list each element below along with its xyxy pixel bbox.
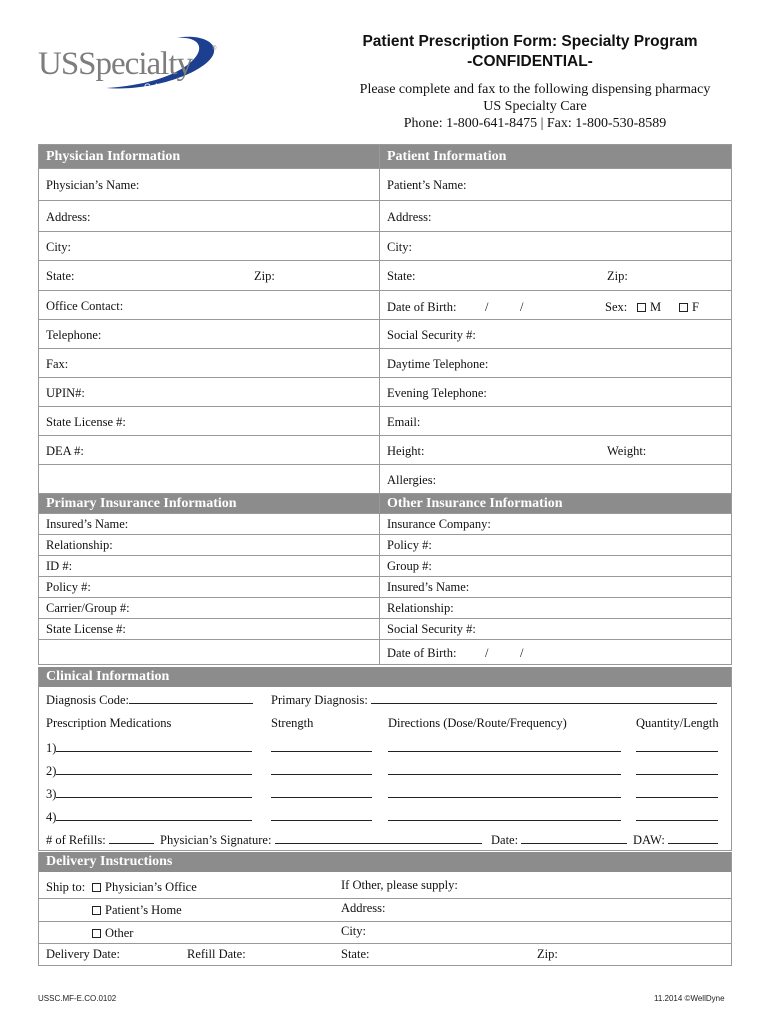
section-header-row [38, 494, 732, 514]
fill-line [56, 809, 252, 821]
if-other-label: If Other, please supply: [341, 878, 458, 892]
form-row [38, 577, 732, 598]
primary-insurance-heading: Primary Insurance Information [46, 496, 237, 511]
logo-main-text: USSpecialty [38, 46, 192, 82]
patient-name-field[interactable]: Patient’s Name: [387, 178, 467, 192]
fill-line [668, 832, 718, 844]
fill-line [388, 786, 621, 798]
form-row [38, 556, 732, 577]
form-row [38, 619, 732, 640]
physician-info-heading: Physician Information [46, 149, 181, 164]
dea-field[interactable]: DEA #: [46, 444, 84, 458]
strength-field[interactable] [271, 763, 372, 779]
height-field[interactable]: Height: [387, 444, 425, 458]
sex-m-label: M [650, 300, 662, 314]
diagnosis-code-field[interactable] [46, 692, 253, 708]
quantity-field[interactable] [636, 786, 718, 802]
form-row [38, 378, 732, 407]
checkbox-icon [92, 906, 101, 915]
fill-line [271, 740, 372, 752]
dob-separator: / [520, 300, 524, 314]
ship-physician-office-option[interactable] [92, 880, 197, 895]
ship-other-option[interactable] [92, 926, 133, 941]
other-relationship-field[interactable]: Relationship: [387, 601, 454, 615]
other-insured-name-field[interactable]: Insured’s Name: [387, 580, 470, 594]
medication-field[interactable] [46, 786, 252, 802]
medication-field[interactable] [46, 763, 252, 779]
logo-sub-text: CARE [144, 82, 182, 92]
clinical-section [38, 687, 732, 851]
option-label: Physician’s Office [105, 880, 197, 894]
directions-field[interactable] [388, 809, 621, 825]
dob-separator: / [520, 646, 524, 660]
medication-field[interactable] [46, 809, 252, 825]
us-specialty-care-logo [36, 30, 226, 102]
fill-line [636, 740, 718, 752]
logo-registered-mark: ® [212, 46, 217, 52]
primary-policy-field[interactable]: Policy #: [46, 580, 91, 594]
sex-f-option[interactable] [679, 300, 699, 315]
delivery-address-field[interactable]: Address: [341, 901, 386, 915]
strength-field[interactable] [271, 740, 372, 756]
signature-date-field[interactable] [491, 832, 627, 848]
evening-telephone-field[interactable]: Evening Telephone: [387, 386, 487, 400]
dob-separator: / [485, 300, 489, 314]
directions-field[interactable] [388, 763, 621, 779]
strength-field[interactable] [271, 786, 372, 802]
divider [39, 898, 731, 899]
signature-label: Physician’s Signature: [160, 833, 272, 847]
refills-label: # of Refills: [46, 833, 106, 847]
form-title: Patient Prescription Form: Specialty Program [362, 33, 698, 50]
form-date-copyright: 11.2014 ©WellDyne [654, 994, 725, 1003]
delivery-zip-field[interactable]: Zip: [537, 947, 558, 961]
primary-diagnosis-field[interactable] [271, 692, 717, 708]
fill-line [56, 740, 252, 752]
col-quantity-length: Quantity/Length [636, 716, 719, 730]
physician-state-field[interactable]: State: [46, 269, 75, 283]
physician-city-field[interactable]: City: [46, 240, 72, 254]
divider [39, 921, 731, 922]
col-prescription-medications: Prescription Medications [46, 716, 172, 730]
physician-telephone-field[interactable]: Telephone: [46, 328, 102, 342]
fill-line [636, 809, 718, 821]
delivery-date-field[interactable]: Delivery Date: [46, 947, 120, 961]
row-number: 1) [46, 741, 57, 755]
quantity-field[interactable] [636, 740, 718, 756]
medication-field[interactable] [46, 740, 252, 756]
option-label: Patient’s Home [105, 903, 182, 917]
delivery-instructions-heading: Delivery Instructions [46, 854, 173, 869]
fill-line [636, 786, 718, 798]
quantity-field[interactable] [636, 763, 718, 779]
fill-line [271, 809, 372, 821]
weight-field[interactable]: Weight: [607, 444, 647, 458]
physician-fax-field[interactable]: Fax: [46, 357, 69, 371]
form-row [38, 535, 732, 556]
form-row [38, 232, 732, 261]
fill-line [271, 786, 372, 798]
fill-line [56, 786, 252, 798]
patient-dob-field[interactable]: Date of Birth: [387, 300, 457, 314]
fill-line [56, 763, 252, 775]
checkbox-icon [637, 303, 646, 312]
fill-line [521, 832, 627, 844]
date-label: Date: [491, 833, 519, 847]
row-number: 2) [46, 764, 57, 778]
form-row [38, 349, 732, 378]
col-directions: Directions (Dose/Route/Frequency) [388, 716, 567, 730]
other-policy-field[interactable]: Policy #: [387, 538, 432, 552]
strength-field[interactable] [271, 809, 372, 825]
form-code: USSC.MF-E.CO.0102 [38, 994, 117, 1003]
form-row [38, 640, 732, 665]
fill-line [109, 832, 154, 844]
ship-patient-home-option[interactable] [92, 903, 182, 918]
pharmacy-contact: Phone: 1-800-641-8475 | Fax: 1-800-530-8589 [403, 116, 667, 131]
patient-city-field[interactable]: City: [387, 240, 413, 254]
form-row [38, 598, 732, 619]
other-ssn-field[interactable]: Social Security #: [387, 622, 476, 636]
sex-m-option[interactable] [637, 300, 661, 315]
instruction-text: Please complete and fax to the following dispensing pharmacy [359, 82, 711, 97]
section-header-row [38, 144, 732, 169]
clinical-info-heading: Clinical Information [46, 669, 170, 684]
insurance-company-field[interactable]: Insurance Company: [387, 517, 491, 531]
delivery-city-field[interactable]: City: [341, 924, 367, 938]
pharmacy-name: US Specialty Care [483, 99, 587, 114]
other-group-field[interactable]: Group #: [387, 559, 432, 573]
other-dob-field[interactable]: Date of Birth: [387, 646, 457, 660]
diagnosis-code-label: Diagnosis Code: [46, 693, 129, 707]
sex-f-label: F [692, 300, 699, 314]
checkbox-icon [92, 883, 101, 892]
col-strength: Strength [271, 716, 314, 730]
patient-info-heading: Patient Information [387, 149, 507, 164]
clinical-header [38, 667, 732, 687]
refills-field[interactable] [46, 832, 154, 848]
other-insurance-heading: Other Insurance Information [387, 496, 563, 511]
confidential-label: -CONFIDENTIAL- [467, 53, 593, 70]
checkbox-icon [679, 303, 688, 312]
ship-to-label: Ship to: [46, 880, 86, 894]
dob-separator: / [485, 646, 489, 660]
form-row [38, 291, 732, 320]
daytime-telephone-field[interactable]: Daytime Telephone: [387, 357, 489, 371]
primary-relationship-field[interactable]: Relationship: [46, 538, 113, 552]
form-row [38, 436, 732, 465]
row-number: 3) [46, 787, 57, 801]
physician-signature-field[interactable] [160, 832, 482, 848]
fill-line [636, 763, 718, 775]
form-row [38, 320, 732, 349]
fill-line [275, 832, 482, 844]
physician-zip-field[interactable]: Zip: [254, 269, 275, 283]
delivery-section [38, 872, 732, 966]
primary-diagnosis-label: Primary Diagnosis: [271, 693, 368, 707]
form-row [38, 407, 732, 436]
fill-line [371, 692, 717, 704]
fill-line [129, 692, 253, 704]
primary-insured-name-field[interactable]: Insured’s Name: [46, 517, 129, 531]
form-row [38, 514, 732, 535]
refill-date-field[interactable]: Refill Date: [187, 947, 246, 961]
option-label: Other [105, 926, 134, 940]
delivery-state-field[interactable]: State: [341, 947, 370, 961]
office-contact-field[interactable]: Office Contact: [46, 299, 124, 313]
patient-address-field[interactable]: Address: [387, 210, 432, 224]
primary-id-field[interactable]: ID #: [46, 559, 73, 573]
primary-state-license-field[interactable]: State License #: [46, 622, 126, 636]
patient-state-field[interactable]: State: [387, 269, 416, 283]
physician-address-field[interactable]: Address: [46, 210, 91, 224]
fill-line [388, 740, 621, 752]
patient-zip-field[interactable]: Zip: [607, 269, 628, 283]
delivery-header [38, 852, 732, 872]
patient-email-field[interactable]: Email: [387, 415, 421, 429]
quantity-field[interactable] [636, 809, 718, 825]
form-row [38, 465, 732, 494]
daw-label: DAW: [633, 833, 665, 847]
form-row [38, 201, 732, 232]
daw-field[interactable] [633, 832, 718, 848]
physician-state-license-field[interactable]: State License #: [46, 415, 126, 429]
divider [39, 943, 731, 944]
allergies-field[interactable]: Allergies: [387, 473, 437, 487]
physician-name-field[interactable]: Physician’s Name: [46, 178, 140, 192]
fill-line [388, 763, 621, 775]
logo-graphic [36, 30, 226, 102]
fill-line [271, 763, 372, 775]
primary-carrier-field[interactable]: Carrier/Group #: [46, 601, 130, 615]
directions-field[interactable] [388, 740, 621, 756]
fill-line [388, 809, 621, 821]
form-row [38, 261, 732, 291]
sex-label: Sex: [605, 300, 628, 314]
upin-field[interactable]: UPIN#: [46, 386, 85, 400]
checkbox-icon [92, 929, 101, 938]
directions-field[interactable] [388, 786, 621, 802]
row-number: 4) [46, 810, 57, 824]
form-row [38, 169, 732, 201]
patient-ssn-field[interactable]: Social Security #: [387, 328, 476, 342]
